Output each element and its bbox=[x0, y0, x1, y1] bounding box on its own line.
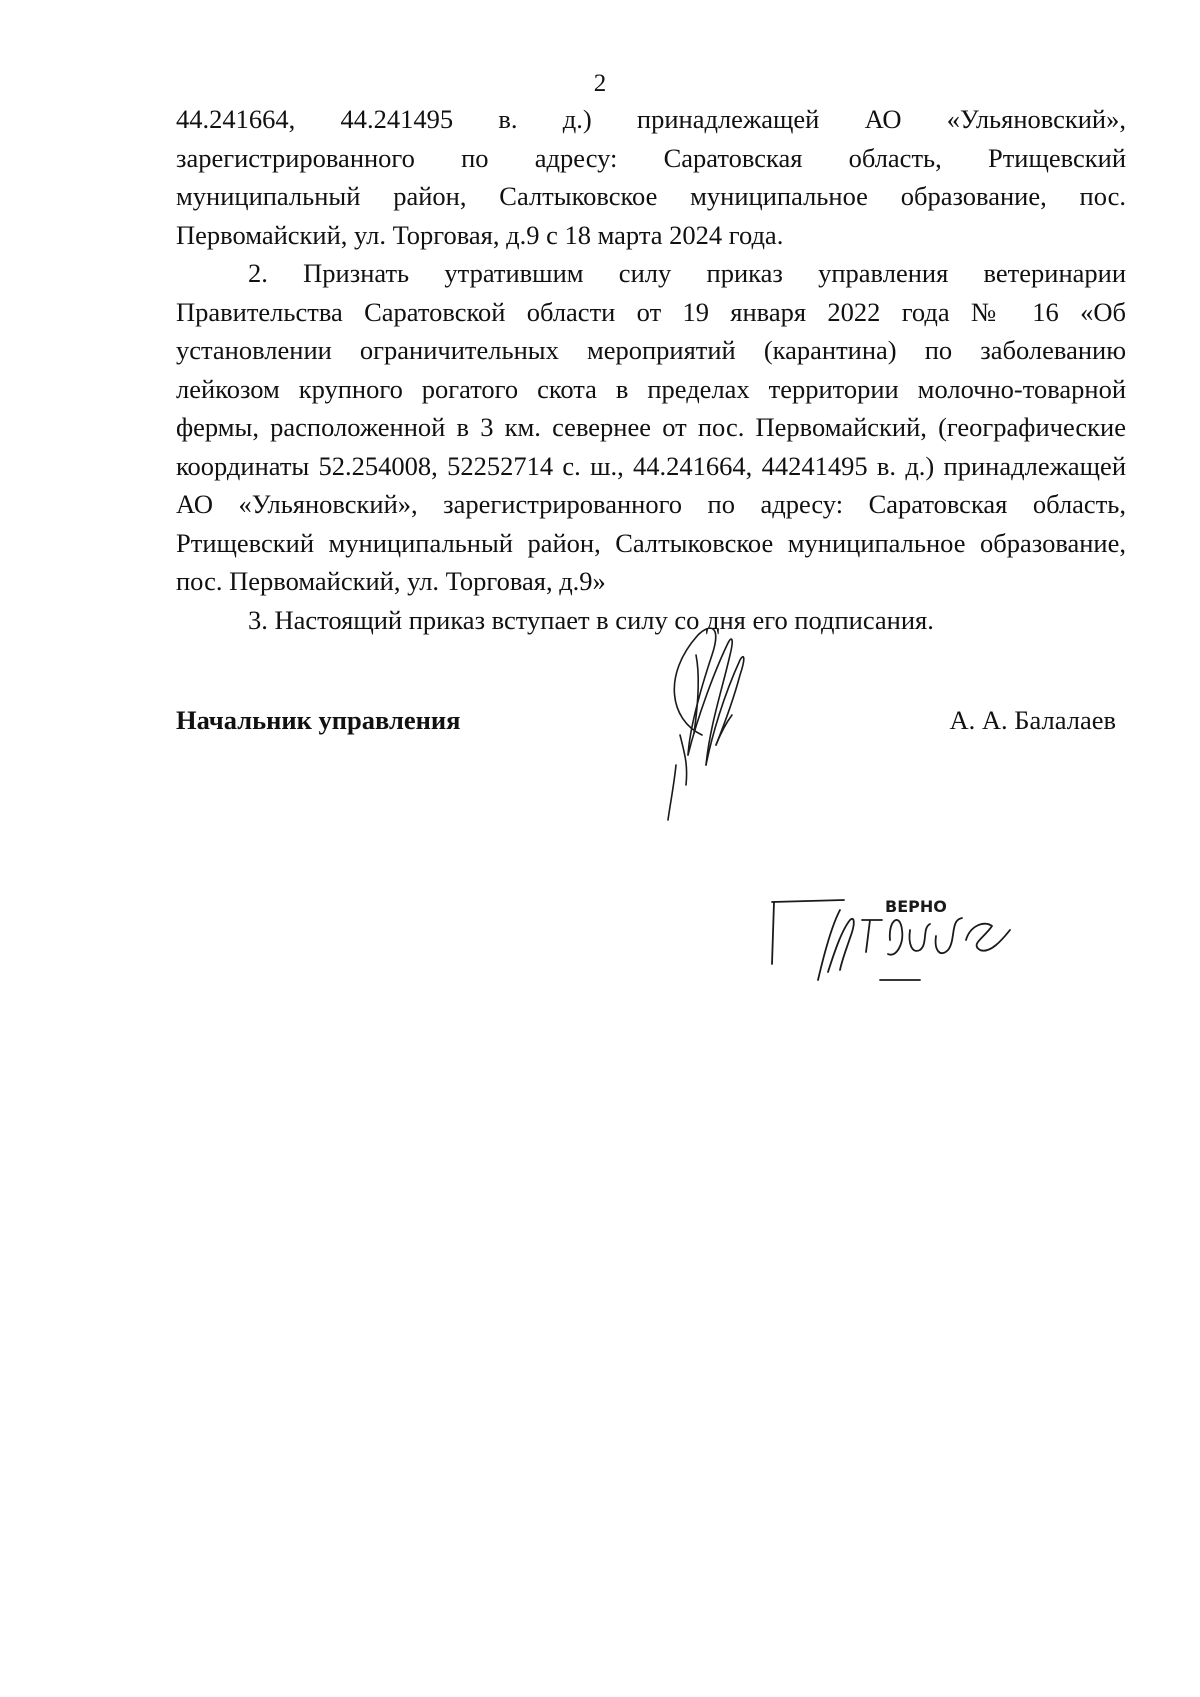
position-title: Начальник управления bbox=[176, 705, 461, 735]
paragraph-3: 3. Настоящий приказ вступает в силу со дня его подписания. bbox=[248, 604, 934, 635]
paragraph-1-line-2: зарегистрированного по адресу: Саратовская область, Ртищевский bbox=[176, 142, 1126, 173]
handwritten-signature bbox=[640, 615, 770, 825]
paragraph-2: 2. Признать утратившим силу приказ управления ветеринарии Правительства Саратовской области от 19 января 2022 года № 16 «Об установлении ограничительных мероприятий (карантина) по заболеванию лейкозом крупного рогатого скота в пределах территории молочно-товарной фермы, расположенной в 3 км. севернее от пос. Первомайский, (географические координаты 52.254008, 52252714 с. ш., 44.241664, 44241495 в. д.) принадлежащей АО «Ульяновский», зарегистрированного по адресу: Саратовская область, Ртищевский муниципальный район, Салтыковское муниципальное образование, пос. Первомайский, ул. Торговая, д.9» bbox=[176, 258, 1126, 596]
paragraph-1-line-1: 44.241664, 44.241495 в. д.) принадлежащей АО «Ульяновский», bbox=[176, 104, 1126, 134]
verification-stamp bbox=[770, 880, 1030, 990]
signer-name: А. А. Балалаев bbox=[949, 705, 1116, 735]
document-body bbox=[176, 100, 1126, 639]
paragraph-1-line-3: муниципальный район, Салтыковское муниципальное образование, пос. bbox=[176, 181, 1126, 211]
page-number: 2 bbox=[593, 70, 607, 97]
svg-text:ВЕРНО: ВЕРНО bbox=[885, 897, 947, 916]
paragraph-1-line-4: Первомайский, ул. Торговая, д.9 с 18 марта 2024 года. bbox=[176, 219, 784, 250]
